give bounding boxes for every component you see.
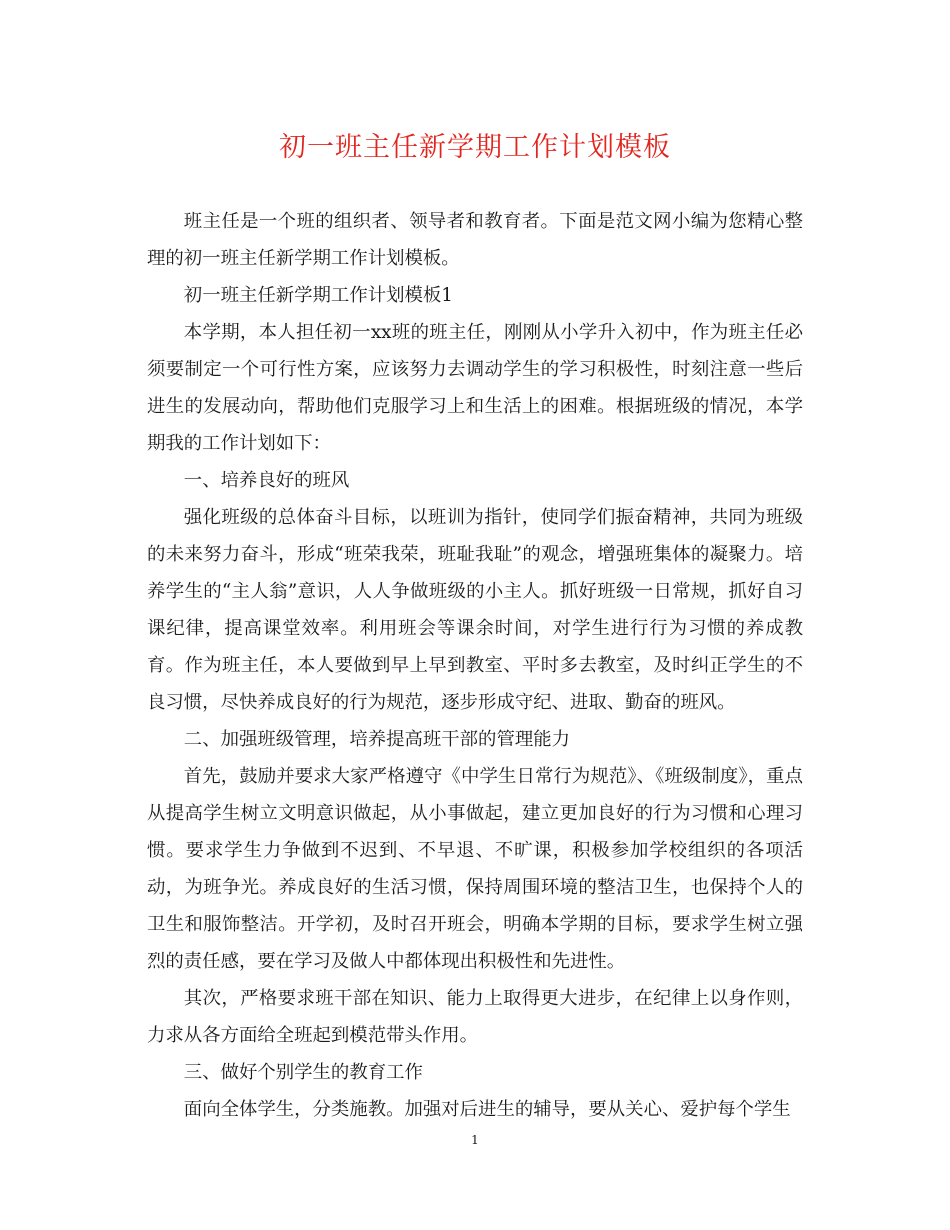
paragraph-intro: 班主任是一个班的组织者、领导者和教育者。下面是范文网小编为您精心整理的初一班主任新学期工作计划模板。: [147, 211, 803, 269]
section-heading-2: 二、加强班级管理，培养提高班干部的管理能力: [183, 729, 571, 750]
paragraph-section-3: 面向全体学生，分类施教。加强对后进生的辅导，要从关心、爱护每个学生: [183, 1099, 791, 1120]
document-title: 初一班主任新学期工作计划模板: [279, 132, 671, 163]
section-heading-3: 三、做好个别学生的教育工作: [183, 1062, 423, 1083]
page-number: 1: [471, 1133, 479, 1147]
paragraph-opening: 本学期，本人担任初一xx班的班主任，刚刚从小学升入初中，作为班主任必须要制定一个可行性方案，应该努力去调动学生的学习积极性，时刻注意一些后进生的发展动向，帮助他们克服学习上和生活上的困难。根据班级的情况，本学期我的工作计划如下：: [147, 322, 803, 454]
section-heading-1: 一、培养良好的班风: [183, 470, 350, 491]
document-body: [147, 203, 803, 1128]
paragraph-subtitle: 初一班主任新学期工作计划模板1: [183, 285, 453, 306]
paragraph-section-1: 强化班级的总体奋斗目标，以班训为指针，使同学们振奋精神，共同为班级的未来努力奋斗，形成“班荣我荣，班耻我耻”的观念，增强班集体的凝聚力。培养学生的“主人翁”意识，人人争做班级的小主人。抓好班级一日常规，抓好自习课纪律，提高课堂效率。利用班会等课余时间，对学生进行行为习惯的养成教育。作为班主任，本人要做到早上早到教室、平时多去教室，及时纠正学生的不良习惯，尽快养成良好的行为规范，逐步形成守纪、进取、勤奋的班风。: [147, 507, 803, 713]
paragraph-section-2b: 其次，严格要求班干部在知识、能力上取得更大进步，在纪律上以身作则，力求从各方面给全班起到模范带头作用。: [147, 988, 803, 1046]
paragraph-section-2a: 首先，鼓励并要求大家严格遵守《中学生日常行为规范》、《班级制度》，重点从提高学生树立文明意识做起，从小事做起，建立更加良好的行为习惯和心理习惯。要求学生力争做到不迟到、不早退、不旷课，积极参加学校组织的各项活动，为班争光。养成良好的生活习惯，保持周围环境的整洁卫生，也保持个人的卫生和服饰整洁。开学初，及时召开班会，明确本学期的目标，要求学生树立强烈的责任感，要在学习及做人中都体现出积极性和先进性。: [147, 766, 803, 972]
